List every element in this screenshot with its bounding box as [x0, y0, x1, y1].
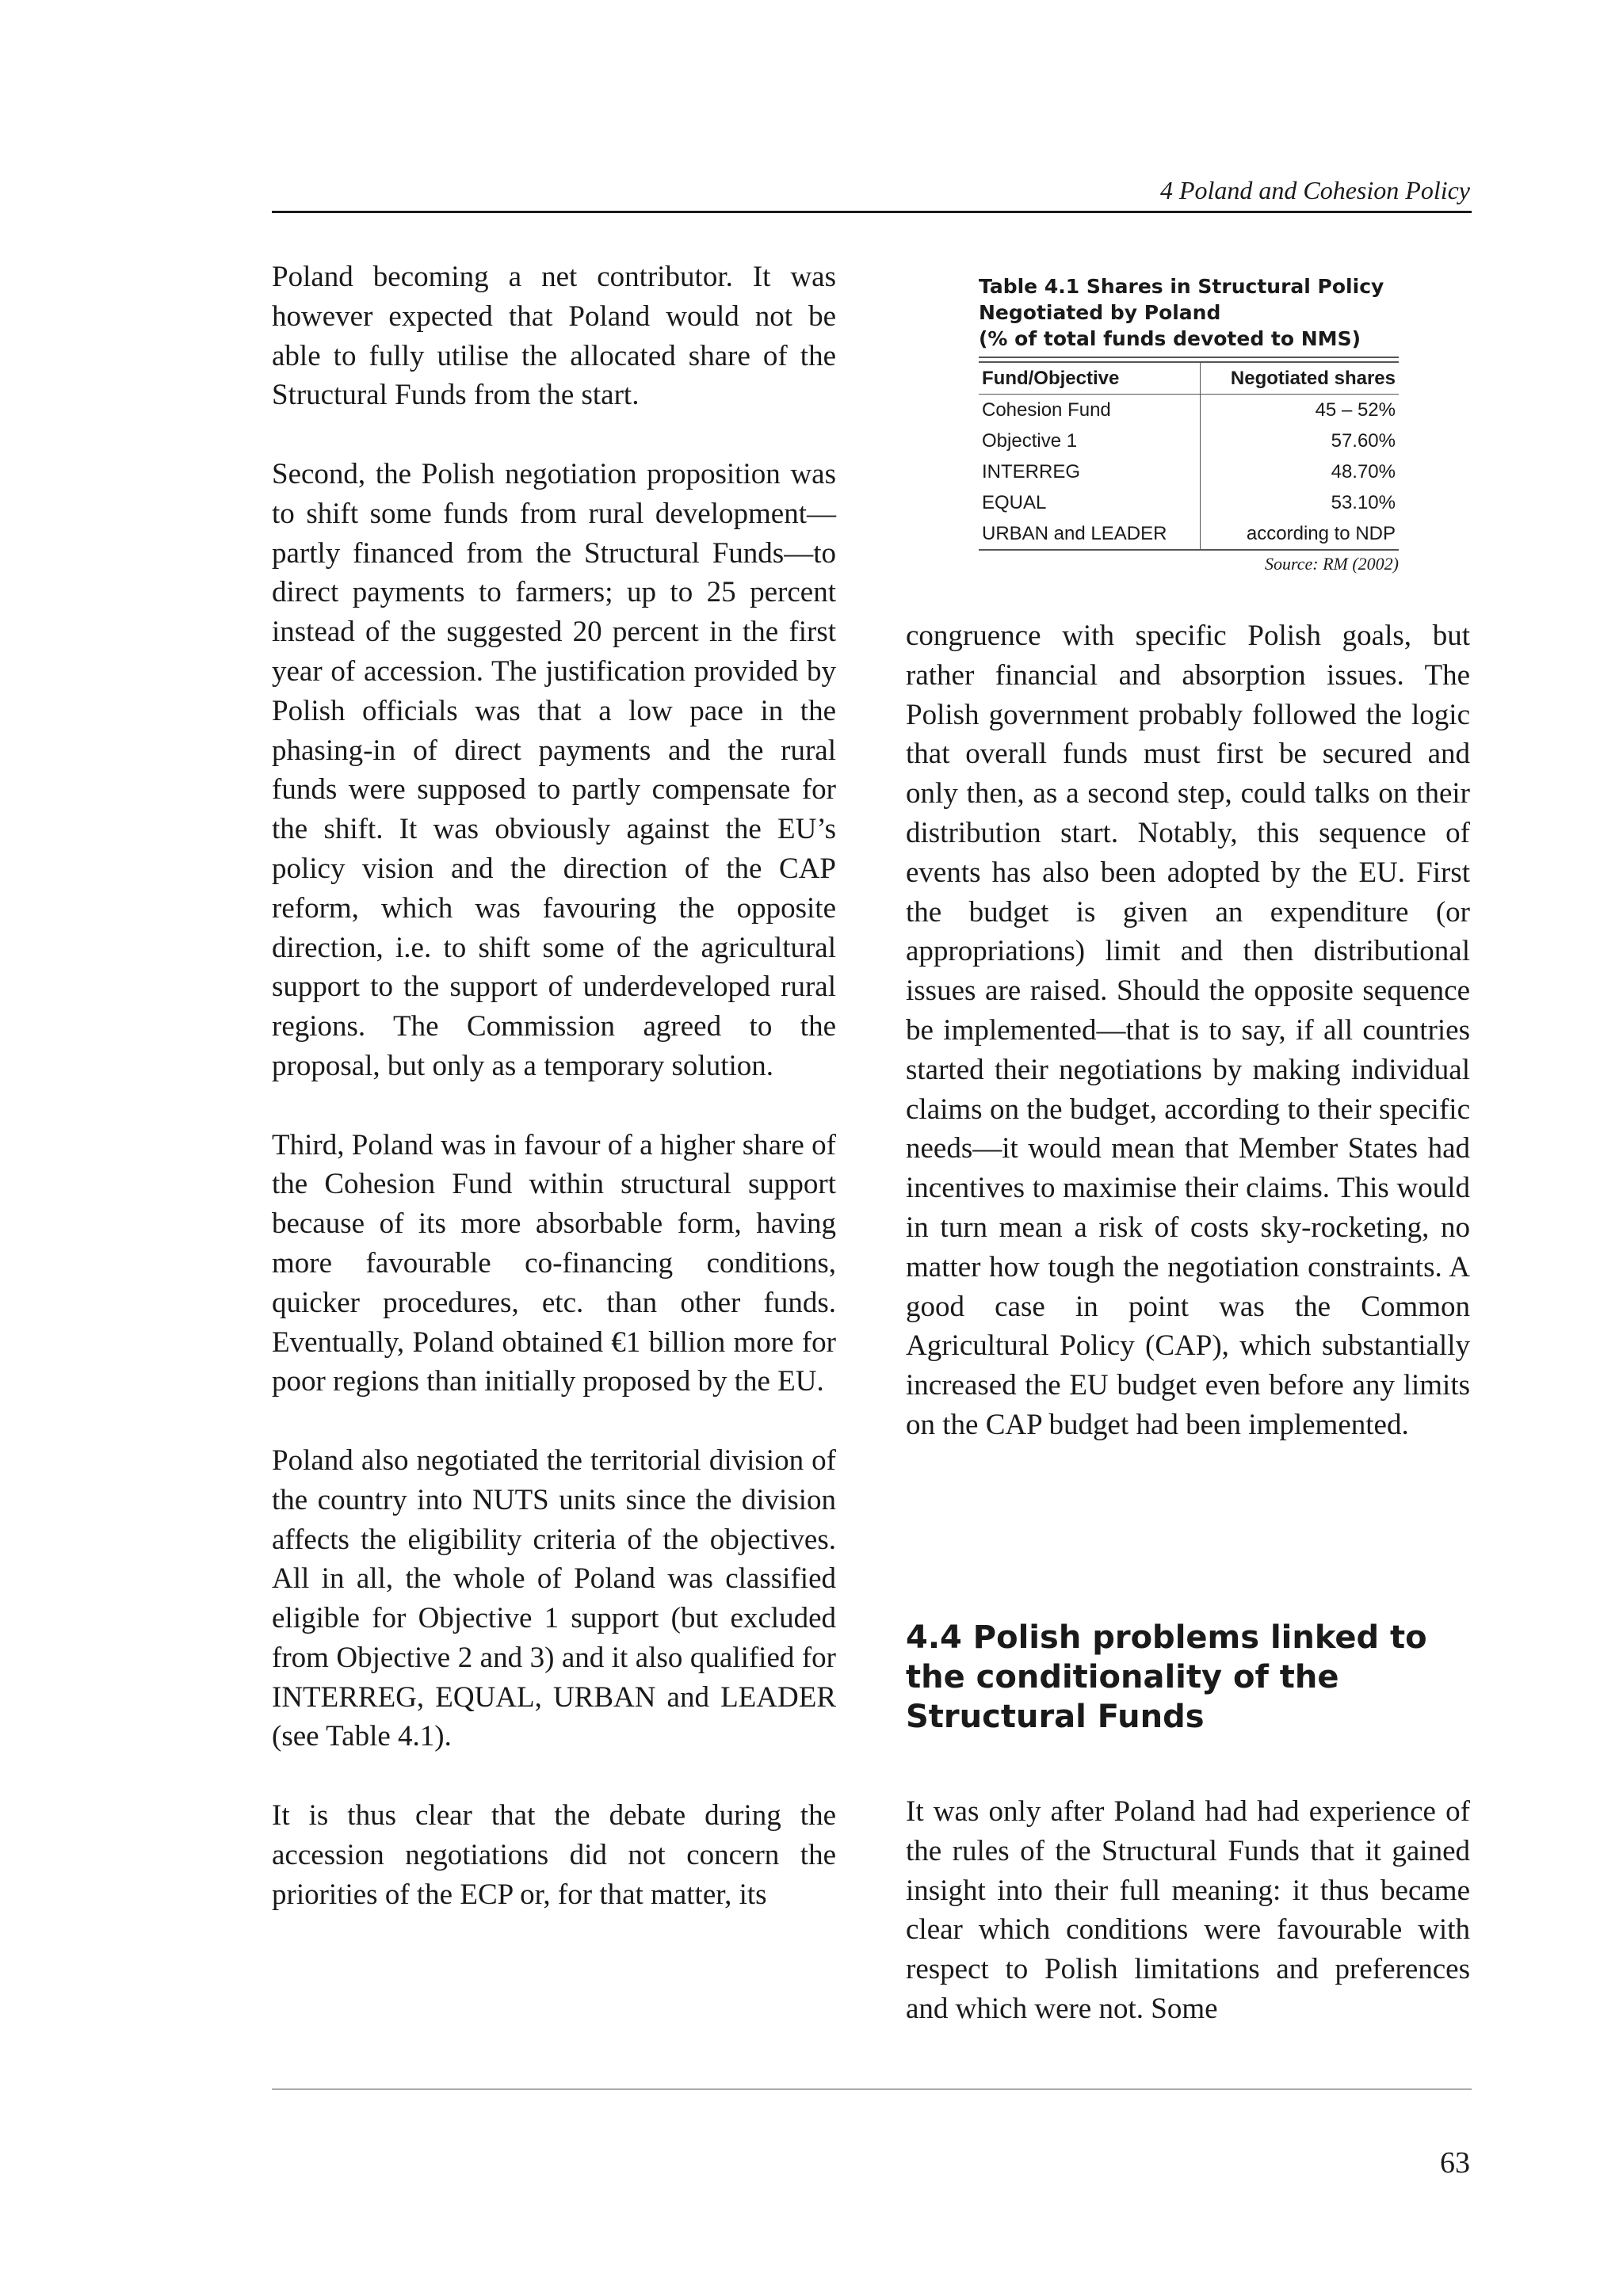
paragraph: Third, Poland was in favour of a higher share of the Cohesion Fund within structural support because of its more absorbable form, having more favourable co-financing conditions, quicker procedures, etc. than other funds. Eventually, Poland obtained €1 billion more for poor regions than initially proposed by the EU. [272, 1128, 836, 1398]
table-row [979, 456, 1399, 487]
paragraph: It was only after Poland had had experience of the rules of the Structural Funds that it gained insight into their full meaning: it thus became clear which conditions were favourable with respect to Polish limitations and preferences and which were not. Some [906, 1795, 1470, 2025]
shares-table [979, 363, 1399, 551]
section-heading: 4.4 Polish problems linked to the conditionality of the Structural Funds [906, 1619, 1427, 1735]
paragraph: Poland becoming a net contributor. It was however expected that Poland would not be able to fully utilise the allocated share of the Structural Funds from the start. [272, 261, 836, 412]
page-number: 63 [1440, 2146, 1470, 2180]
table-title-line: (% of total funds devoted to NMS) [979, 327, 1361, 350]
header-negotiated-shares: Negotiated shares [1201, 363, 1399, 395]
cell-fund: Cohesion Fund [979, 395, 1201, 426]
table-top-rule [979, 357, 1399, 363]
left-column [272, 257, 836, 1914]
cell-share: 48.70% [1331, 461, 1396, 482]
cell-share: 53.10% [1331, 492, 1396, 513]
cell-fund: EQUAL [979, 487, 1201, 518]
cell-fund: URBAN and LEADER [979, 518, 1201, 550]
table-row [979, 425, 1399, 456]
table-4-1 [979, 273, 1399, 578]
cell-share: according to NDP [1201, 518, 1399, 550]
table-row [979, 518, 1399, 550]
table-header-row [979, 363, 1399, 395]
footer-rule [272, 2088, 1472, 2090]
table-row [979, 487, 1399, 518]
paragraph: congruence with specific Polish goals, but rather financial and absorption issues. The Polish government probably followed the logic that overall funds must first be secured and only then, as a second step, could talks on their distribution start. Notably, this sequence of events has also been adopted by the EU. First the budget is given an expenditure (or appropriations) limit and then distributional issues are raised. Should the opposite sequence be implemented—that is to say, if all countries started their negotiations by making individual claims on the budget, according to their specific needs—it would mean that Member States had incentives to maximise their claims. This would in turn mean a risk of costs sky-rocketing, no matter how tough the negotiation constraints. A good case in point was the Common Agricultural Policy (CAP), which substantially increased the EU budget even before any limits on the CAP budget had been implemented. [906, 620, 1470, 1441]
right-column-section-text [906, 1792, 1470, 2029]
table-row [979, 395, 1399, 426]
right-column [906, 616, 1470, 1445]
paragraph: Poland also negotiated the territorial division of the country into NUTS units since the division affects the eligibility criteria of the objectives. All in all, the whole of Poland was classified eligible for Objective 1 support (but excluded from Objective 2 and 3) and it also qualified for INTERREG, EQUAL, URBAN and LEADER (see Table 4.1). [272, 1444, 836, 1753]
header-rule [272, 211, 1472, 213]
table-title [979, 273, 1399, 352]
cell-fund: Objective 1 [979, 425, 1201, 456]
running-head: 4 Poland and Cohesion Policy [1159, 176, 1470, 204]
table-title-line: Table 4.1 Shares in Structural Policy [979, 275, 1384, 298]
cell-fund: INTERREG [979, 456, 1201, 487]
header-fund-objective: Fund/Objective [979, 363, 1201, 395]
paragraph: Second, the Polish negotiation proposition was to shift some funds from rural development—partly financed from the Structural Funds—to direct payments to farmers; up to 25 percent instead of the suggested 20 percent in the first year of accession. The justification provided by Polish officials was that a low pace in the phasing-in of direct payments and the rural funds were supposed to partly compensate for the shift. It was obviously against the EU’s policy vision and the direction of the CAP reform, which was favouring the opposite direction, i.e. to shift some of the agricultural support to the support of underdeveloped rural regions. The Commission agreed to the proposal, but only as a temporary solution. [272, 457, 836, 1082]
table-source: Source: RM (2002) [1264, 554, 1399, 574]
cell-share: 45 – 52% [1315, 399, 1396, 421]
cell-share: 57.60% [1331, 430, 1396, 452]
paragraph: It is thus clear that the debate during the accession negotiations did not concern the priorities of the ECP or, for that matter, its [272, 1799, 836, 1911]
table-title-line: Negotiated by Poland [979, 301, 1221, 324]
